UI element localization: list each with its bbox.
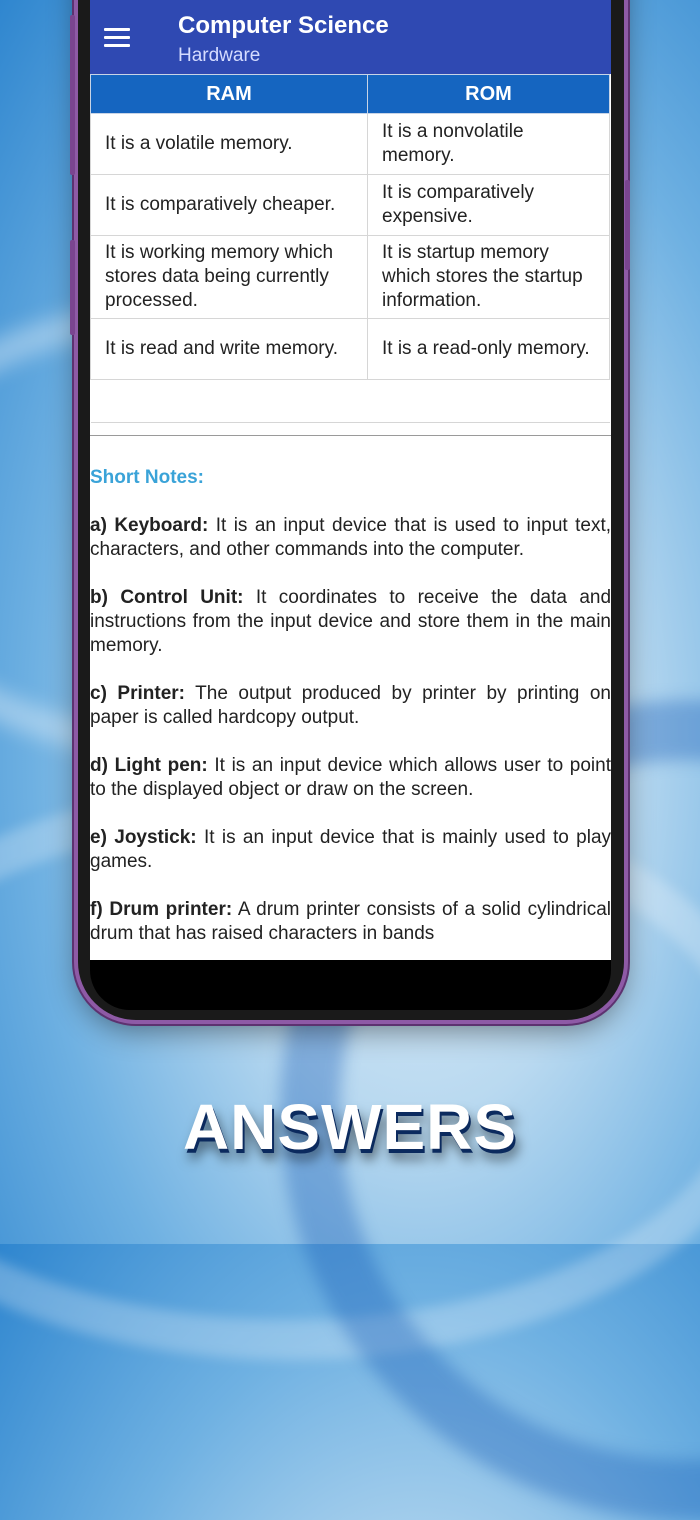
table-header-rom: ROM (368, 75, 610, 114)
table-cell: It is comparatively expensive. (368, 175, 610, 236)
app-title: Computer Science (178, 12, 389, 39)
app-subtitle: Hardware (178, 45, 261, 66)
table-row (91, 114, 610, 175)
table-row (91, 236, 610, 319)
hamburger-menu-icon[interactable] (104, 28, 130, 46)
table-row (91, 319, 610, 380)
table-cell: It is working memory which stores data being currently processed. (91, 236, 368, 319)
phone-screen (90, 0, 611, 1000)
short-notes-heading: Short Notes: (90, 467, 204, 488)
note-item: e) Joystick: It is an input device that is mainly used to play games. (90, 827, 611, 872)
table-cell: It is read and write memory. (91, 319, 368, 380)
note-item: f) Drum printer: A drum printer consists of a solid cylindrical drum that has raised characters in bands (90, 899, 611, 944)
table-row-empty (91, 380, 610, 423)
phone-side-button (70, 240, 75, 335)
note-item: b) Control Unit: It coordinates to receive the data and instructions from the input device and store them in the main memory. (90, 587, 611, 656)
note-item: c) Printer: The output produced by printer by printing on paper is called hardcopy output. (90, 683, 611, 728)
table-row (91, 175, 610, 236)
promo-caption: ANSWERS (182, 1091, 518, 1163)
note-item: d) Light pen: It is an input device which allows user to point to the displayed object or draw on the screen. (90, 755, 611, 800)
table-cell: It is a nonvolatile memory. (368, 114, 610, 175)
table-header-ram: RAM (91, 75, 368, 114)
comparison-table (90, 74, 610, 423)
table-cell: It is a volatile memory. (91, 114, 368, 175)
short-notes-section (90, 436, 611, 946)
table-cell: It is comparatively cheaper. (91, 175, 368, 236)
phone-side-button (70, 15, 75, 175)
note-item: a) Keyboard: It is an input device that is used to input text, characters, and other commands into the computer. (90, 515, 611, 560)
table-cell: It is a read-only memory. (368, 319, 610, 380)
app-bar (90, 0, 611, 74)
phone-side-button (625, 180, 630, 270)
phone-bottom-bezel (90, 960, 611, 1010)
table-cell: It is startup memory which stores the startup information. (368, 236, 610, 319)
